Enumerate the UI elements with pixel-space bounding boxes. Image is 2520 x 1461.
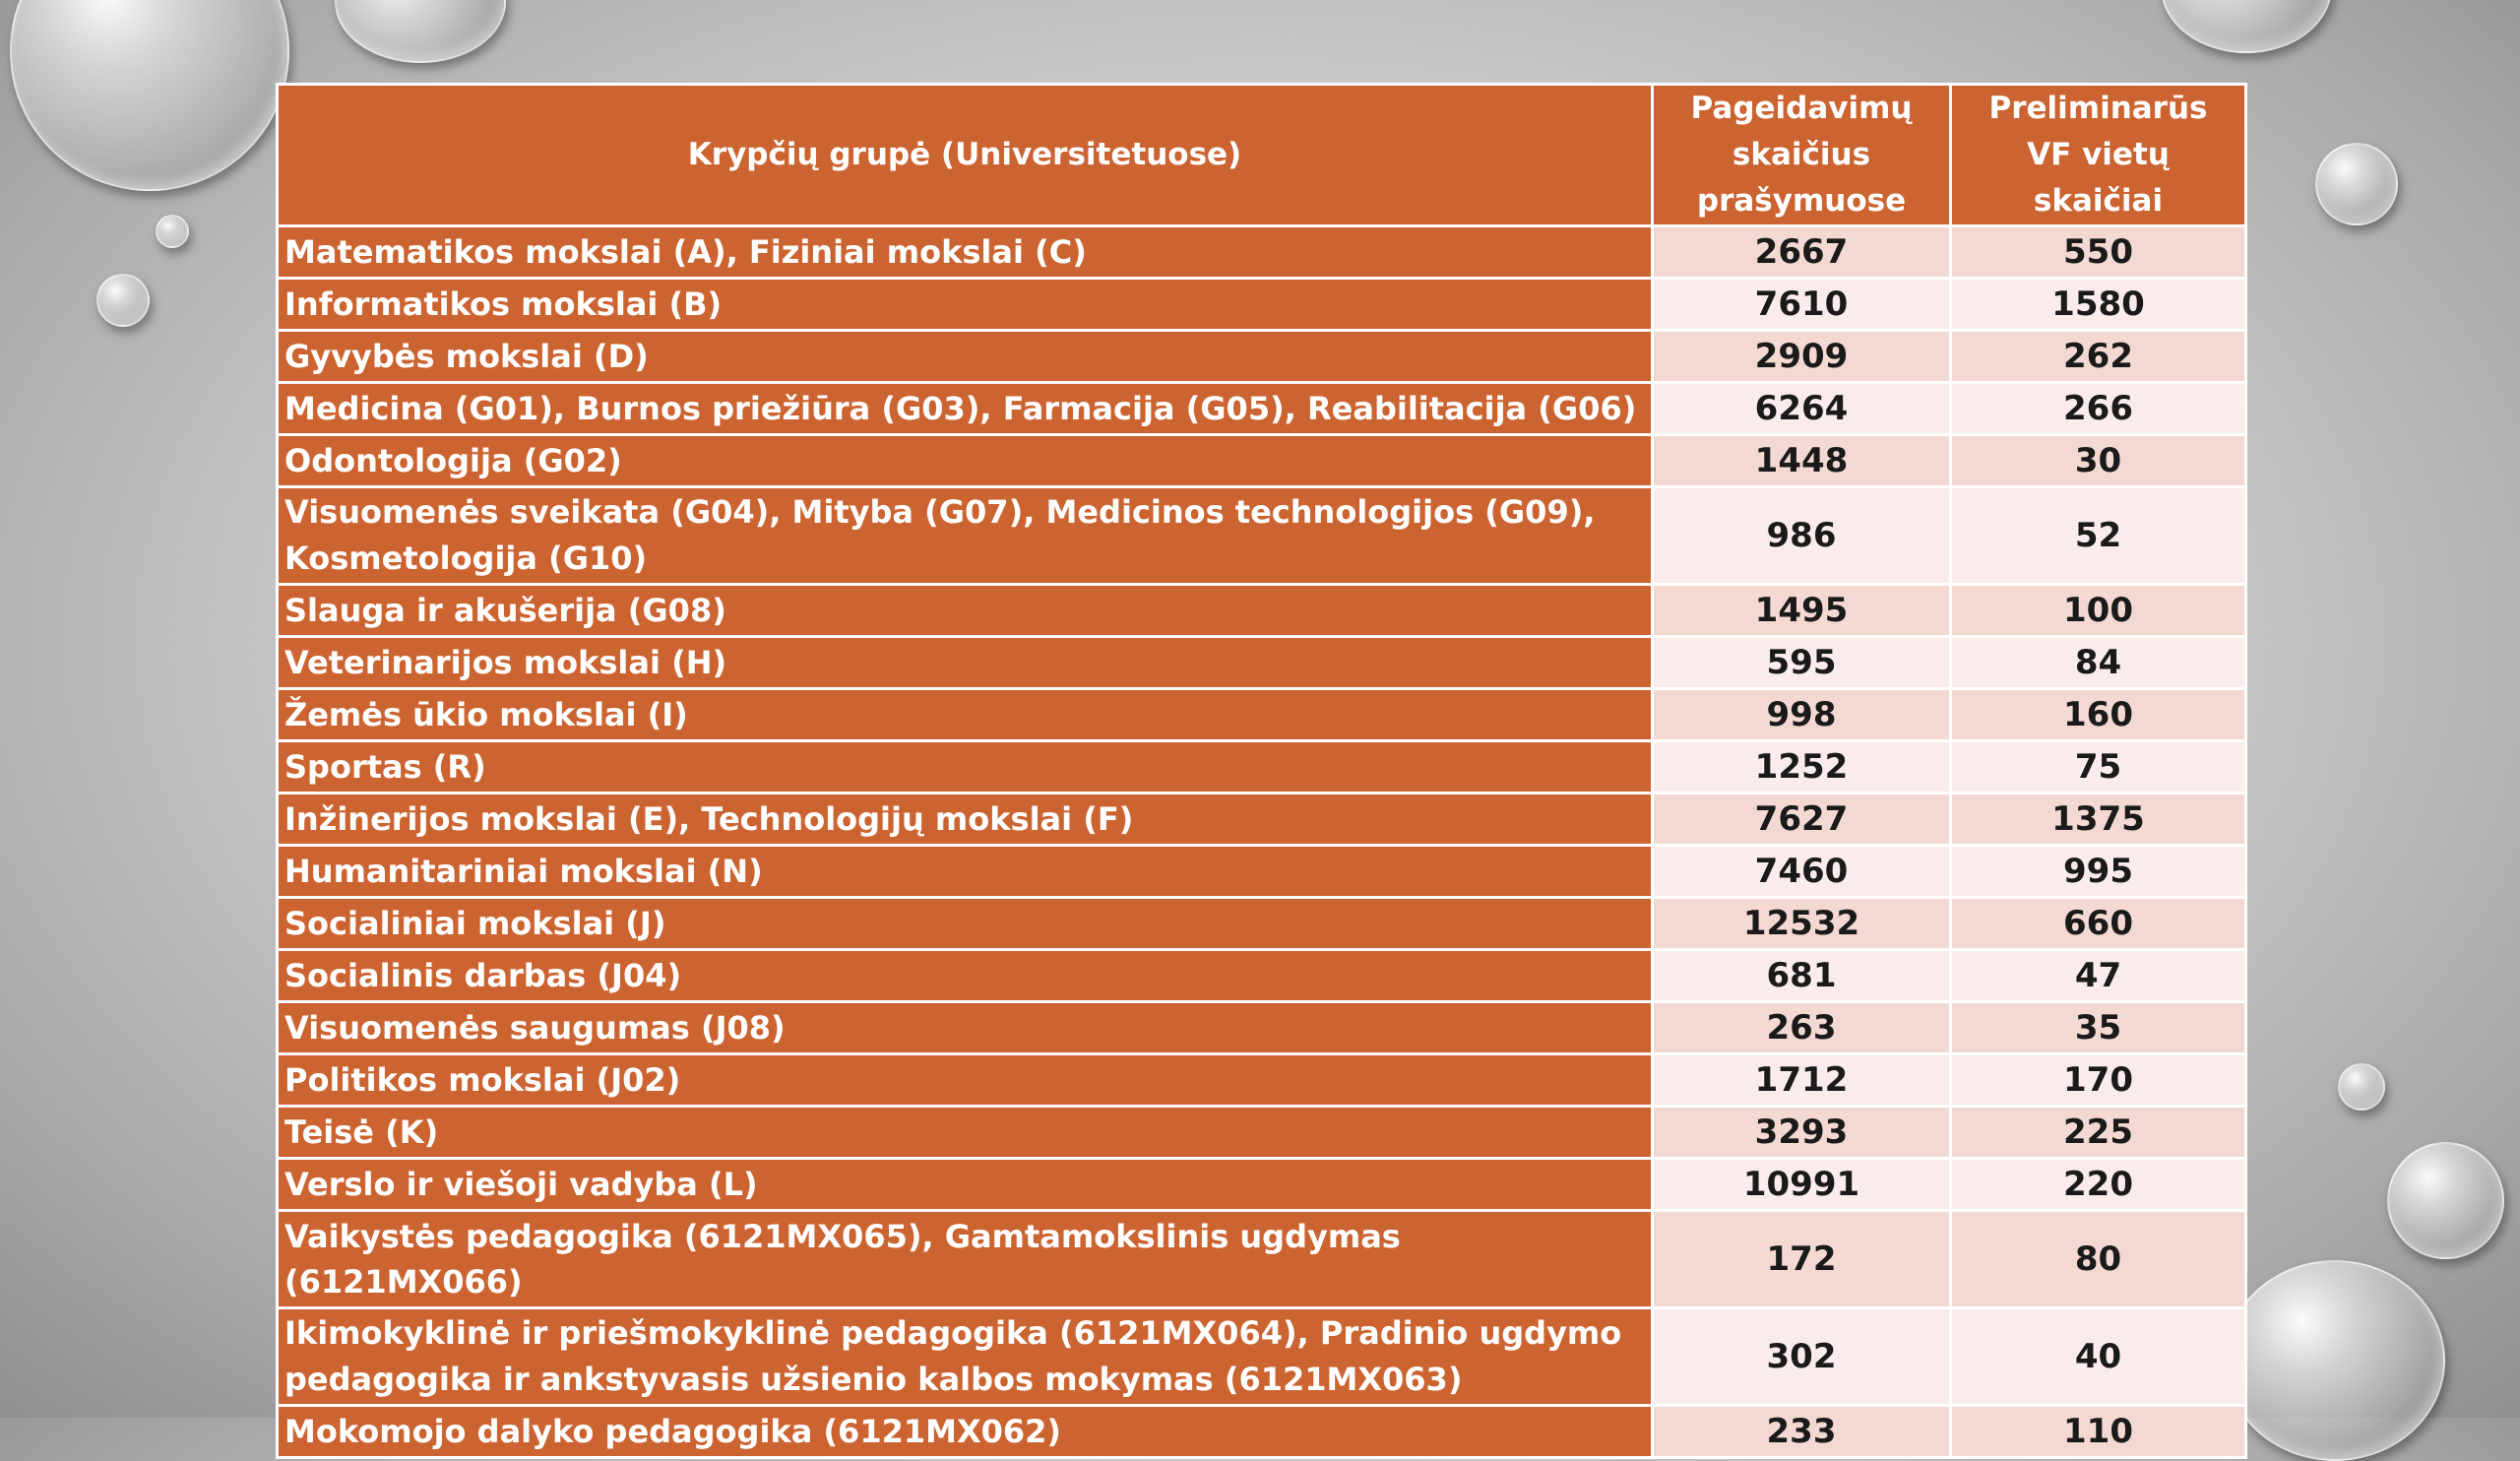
field-group-cell: Inžinerijos mokslai (E), Technologijų mokslai (F) [278,794,1653,846]
requests-cell: 1712 [1653,1054,1951,1107]
table-row [278,1054,2246,1107]
field-group-cell: Žemės ūkio mokslai (I) [278,689,1653,741]
field-group-cell: Medicina (G01), Burnos priežiūra (G03), Farmacija (G05), Reabilitacija (G06) [278,383,1653,435]
requests-cell: 6264 [1653,383,1951,435]
table-row [278,1002,2246,1054]
requests-cell: 10991 [1653,1159,1951,1211]
places-cell: 262 [1951,331,2246,383]
places-cell: 80 [1951,1211,2246,1308]
places-cell: 1375 [1951,794,2246,846]
table-row [278,383,2246,435]
field-group-cell: Vaikystės pedagogika (6121MX065), Gamtamokslinis ugdymas (6121MX066) [278,1211,1653,1308]
places-cell: 266 [1951,383,2246,435]
requests-cell: 172 [1653,1211,1951,1308]
places-cell: 100 [1951,585,2246,637]
requests-cell: 681 [1653,950,1951,1002]
requests-cell: 7610 [1653,279,1951,331]
places-cell: 35 [1951,1002,2246,1054]
table-row [278,585,2246,637]
places-cell: 75 [1951,741,2246,794]
requests-cell: 2667 [1653,226,1951,279]
places-cell: 225 [1951,1107,2246,1159]
field-group-cell: Visuomenės sveikata (G04), Mityba (G07), Medicinos technologijos (G09), Kosmetologija (G10) [278,487,1653,585]
field-group-cell: Slauga ir akušerija (G08) [278,585,1653,637]
table-row [278,1308,2246,1406]
places-cell: 52 [1951,487,2246,585]
field-group-cell: Socialinis darbas (J04) [278,950,1653,1002]
header-requests-count: Pageidavimų skaičius prašymuose [1653,85,1951,226]
requests-cell: 7460 [1653,846,1951,898]
water-droplet-decoration [10,0,289,191]
table-row [278,689,2246,741]
places-cell: 110 [1951,1406,2246,1458]
table-row [278,1406,2246,1458]
places-cell: 47 [1951,950,2246,1002]
places-cell: 995 [1951,846,2246,898]
field-group-cell: Sportas (R) [278,741,1653,794]
places-cell: 220 [1951,1159,2246,1211]
requests-cell: 986 [1653,487,1951,585]
places-cell: 30 [1951,435,2246,487]
requests-cell: 998 [1653,689,1951,741]
table-header-row [278,85,2246,226]
places-cell: 40 [1951,1308,2246,1406]
field-group-cell: Gyvybės mokslai (D) [278,331,1653,383]
field-group-cell: Veterinarijos mokslai (H) [278,637,1653,689]
field-group-cell: Odontologija (G02) [278,435,1653,487]
water-droplet-decoration [2161,0,2332,53]
table-row [278,1211,2246,1308]
field-group-cell: Politikos mokslai (J02) [278,1054,1653,1107]
requests-cell: 233 [1653,1406,1951,1458]
requests-cell: 3293 [1653,1107,1951,1159]
places-cell: 160 [1951,689,2246,741]
requests-cell: 1448 [1653,435,1951,487]
requests-cell: 302 [1653,1308,1951,1406]
field-group-cell: Visuomenės saugumas (J08) [278,1002,1653,1054]
table-row [278,331,2246,383]
table-row [278,487,2246,585]
field-group-cell: Teisė (K) [278,1107,1653,1159]
table-row [278,1107,2246,1159]
field-group-cell: Ikimokyklinė ir priešmokyklinė pedagogika (6121MX064), Pradinio ugdymo pedagogika ir ankstyvasis užsienio kalbos mokymas (6121MX063) [278,1308,1653,1406]
field-group-cell: Socialiniai mokslai (J) [278,898,1653,950]
requests-cell: 595 [1653,637,1951,689]
places-cell: 1580 [1951,279,2246,331]
table-row [278,898,2246,950]
requests-cell: 1495 [1653,585,1951,637]
requests-cell: 7627 [1653,794,1951,846]
field-group-cell: Humanitariniai mokslai (N) [278,846,1653,898]
table-row [278,950,2246,1002]
requests-cell: 12532 [1653,898,1951,950]
requests-cell: 263 [1653,1002,1951,1054]
field-group-cell: Mokomojo dalyko pedagogika (6121MX062) [278,1406,1653,1458]
table-row [278,1159,2246,1211]
water-droplet-decoration [96,274,150,327]
table-row [278,435,2246,487]
study-field-table-container [276,83,2244,1459]
places-cell: 84 [1951,637,2246,689]
header-preliminary-places: Preliminarūs VF vietų skaičiai [1951,85,2246,226]
water-droplet-decoration [335,0,506,63]
study-field-places-table [276,83,2247,1459]
water-droplet-decoration [2315,143,2398,225]
table-row [278,279,2246,331]
table-row [278,794,2246,846]
water-droplet-decoration [2338,1063,2385,1111]
table-row [278,741,2246,794]
table-row [278,226,2246,279]
water-droplet-decoration [2225,1260,2445,1461]
places-cell: 660 [1951,898,2246,950]
water-droplet-decoration [2387,1142,2504,1259]
field-group-cell: Verslo ir viešoji vadyba (L) [278,1159,1653,1211]
water-droplet-decoration [156,215,189,248]
places-cell: 550 [1951,226,2246,279]
header-field-group: Krypčių grupė (Universitetuose) [278,85,1653,226]
places-cell: 170 [1951,1054,2246,1107]
requests-cell: 2909 [1653,331,1951,383]
field-group-cell: Informatikos mokslai (B) [278,279,1653,331]
table-row [278,846,2246,898]
requests-cell: 1252 [1653,741,1951,794]
table-row [278,637,2246,689]
field-group-cell: Matematikos mokslai (A), Fiziniai mokslai (C) [278,226,1653,279]
